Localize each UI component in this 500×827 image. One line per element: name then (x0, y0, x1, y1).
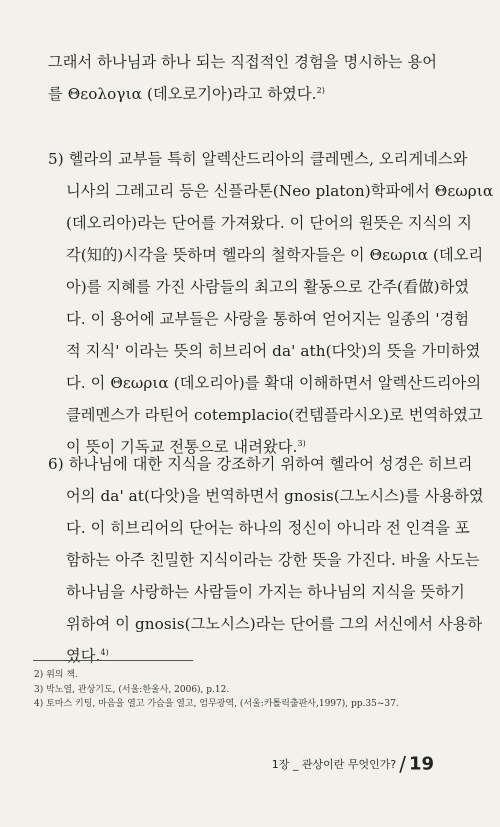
footnote-ref: 3) (297, 438, 306, 448)
footnote-ref: 2) (316, 85, 325, 95)
text-line: 니사의 그레고리 등은 신플라톤(Neo platon)학파에서 Θεωρια (66, 182, 494, 200)
text-line: 다. 이 히브리어의 단어는 하나의 정신이 아니라 전 인격을 포 (66, 519, 470, 537)
chapter-title: 1장 _ 관상이란 무엇인가? (271, 758, 397, 771)
footnote: 4) 토마스 키팅, 마음을 열고 가슴을 열고, 엄무광역, (서울:카톨릭출판사,1997), pp.35~37. (34, 699, 399, 709)
text-line (48, 78, 448, 110)
text-line: 5) 헬라의 교부들 특히 알렉산드리아의 클레멘스, 오리게네스와 (48, 150, 468, 168)
text-line-content: 였다. (66, 647, 101, 665)
text-line: 그래서 하나님과 하나 되는 직접적인 경험을 명시하는 용어 (48, 53, 438, 71)
text-line: 적 지식' 이라는 뜻의 히브리어 da' ath(다앗)의 뜻을 가미하였 (66, 342, 481, 360)
footnotes (34, 668, 464, 712)
text-line: 6) 하나님에 대한 지식을 강조하기 위하여 헬라어 성경은 히브리 (48, 455, 473, 473)
text-line: (데오리아)라는 단어를 가져왔다. 이 단어의 원뜻은 지식의 지 (66, 214, 472, 232)
text-line-content: 를 Θεολογια (데오로기아)라고 하였다. (48, 85, 317, 103)
footnote: 3) 박노열, 관상기도, (서울:한울사, 2006), p.12. (34, 684, 230, 695)
text-line: 클레멘스가 라틴어 cotemplacio(컨템플라시오)로 번역하였고 (66, 406, 483, 424)
paragraph-5 (48, 143, 494, 463)
paragraph-continuation (48, 46, 448, 110)
text-line: 위하여 이 gnosis(그노시스)라는 단어를 그의 서신에서 사용하 (66, 615, 483, 633)
text-line: 다. 이 Θεωρια (데오리아)를 확대 이해하면서 알렉산드리아의 (66, 374, 482, 392)
footnote: 2) 위의 책. (34, 670, 78, 680)
text-line: 하나님을 사랑하는 사람들이 가지는 하나님의 지식을 뜻하기 (66, 583, 465, 601)
text-line: 다. 이 용어에 교부들은 사랑을 통하여 얻어지는 일종의 '경험 (66, 310, 470, 328)
text-line: 각(知的)시각을 뜻하며 헬라의 철학자들은 이 Θεωρια (데오리 (66, 246, 484, 264)
text-line: 아)를 지혜를 가진 사람들의 최고의 활동으로 간주(看做)하였 (66, 278, 470, 296)
page-number: 19 (408, 753, 434, 775)
footer-separator: / (399, 752, 406, 776)
text-line: 함하는 아주 친밀한 지식이라는 강한 뜻을 가진다. 바울 사도는 (66, 551, 480, 569)
footnote-ref: 4) (100, 647, 109, 657)
paragraph-6 (48, 448, 484, 672)
text-line-content: 이 뜻이 기독교 전통으로 내려왔다. (66, 438, 298, 456)
text-line: 어의 da' at(다앗)을 번역하면서 gnosis(그노시스)를 사용하였 (66, 487, 484, 505)
running-footer (272, 752, 434, 776)
footnote-divider (33, 660, 193, 661)
